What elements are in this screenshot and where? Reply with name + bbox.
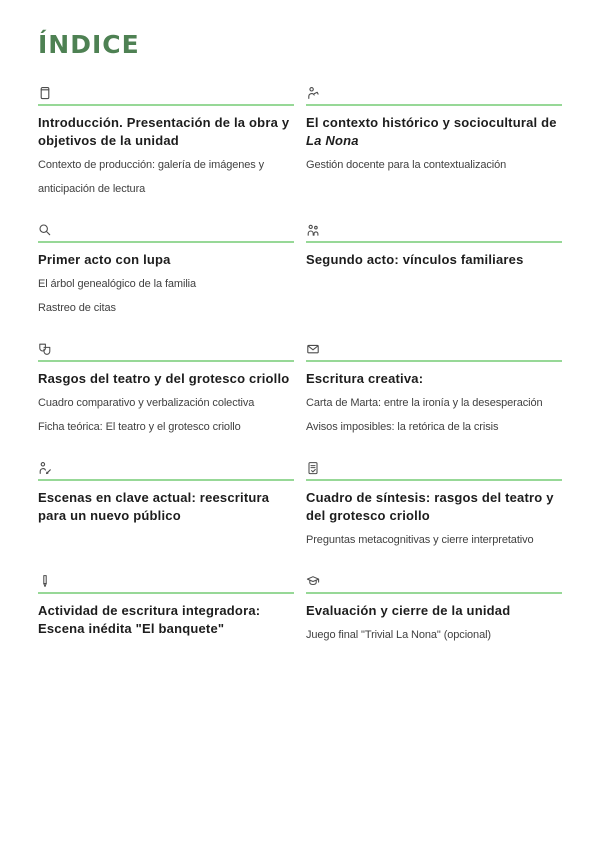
work-title-italic: La Nona <box>306 133 359 148</box>
section-divider <box>38 479 294 481</box>
toc-section-primer-acto <box>38 223 294 320</box>
section-subitem: Preguntas metacognitivas y cierre interpretativo <box>306 534 534 546</box>
section-title: Primer acto con lupa <box>38 252 171 267</box>
section-title: Introducción. Presentación de la obra y objetivos de la unidad <box>38 115 290 148</box>
section-title: Evaluación y cierre de la unidad <box>306 603 511 618</box>
magnifier-icon <box>38 223 294 237</box>
section-subitem: El árbol genealógico de la familia <box>38 278 197 290</box>
teacher-icon <box>306 86 562 100</box>
theater-masks-icon <box>38 342 294 356</box>
section-subitem: Gestión docente para la contextualización <box>306 159 507 171</box>
section-title: Cuadro de síntesis: rasgos del teatro y del grotesco criollo <box>306 490 554 523</box>
section-subitem: Juego final "Trivial La Nona" (opcional) <box>306 629 491 641</box>
section-divider <box>38 592 294 594</box>
section-subitem: Ficha teórica: El teatro y el grotesco criollo <box>38 421 241 433</box>
section-divider <box>306 479 562 481</box>
toc-section-contexto-historico <box>306 86 562 177</box>
toc-section-segundo-acto <box>306 223 562 272</box>
section-title: Actividad de escritura integradora: Escena inédita "El banquete" <box>38 603 261 636</box>
section-divider <box>306 104 562 106</box>
pencil-icon <box>38 574 294 588</box>
section-title: Escritura creativa: <box>306 371 424 386</box>
section-divider <box>38 104 294 106</box>
toc-section-actividad-integradora <box>38 574 294 641</box>
toc-section-introduccion <box>38 86 294 201</box>
section-subitem: Contexto de producción: galería de imágenes y anticipación de lectura <box>38 159 265 195</box>
section-divider <box>306 360 562 362</box>
family-icon <box>306 223 562 237</box>
section-subitem: Avisos imposibles: la retórica de la crisis <box>306 421 499 433</box>
section-divider <box>38 241 294 243</box>
toc-section-escritura-creativa <box>306 342 562 439</box>
section-divider <box>38 360 294 362</box>
toc-section-cuadro-sintesis <box>306 461 562 552</box>
section-title: Escenas en clave actual: reescritura para un nuevo público <box>38 490 270 523</box>
toc-section-escenas-clave-actual <box>38 461 294 528</box>
toc-section-rasgos-teatro <box>38 342 294 439</box>
section-subitem: Rastreo de citas <box>38 302 116 314</box>
section-title: Rasgos del teatro y del grotesco criollo <box>38 371 290 386</box>
person-writing-icon <box>38 461 294 475</box>
toc-grid <box>38 86 562 647</box>
page-title: ÍNDICE <box>38 30 140 59</box>
section-divider <box>306 592 562 594</box>
section-title: Segundo acto: vínculos familiares <box>306 252 524 267</box>
graduation-cap-icon <box>306 574 562 588</box>
section-subitem: Carta de Marta: entre la ironía y la desesperación <box>306 397 543 409</box>
section-title: El contexto histórico y sociocultural de La Nona <box>306 115 557 148</box>
book-icon <box>38 86 294 100</box>
toc-section-evaluacion-cierre <box>306 574 562 647</box>
document-check-icon <box>306 461 562 475</box>
envelope-icon <box>306 342 562 356</box>
section-divider <box>306 241 562 243</box>
section-subitem: Cuadro comparativo y verbalización colectiva <box>38 397 255 409</box>
